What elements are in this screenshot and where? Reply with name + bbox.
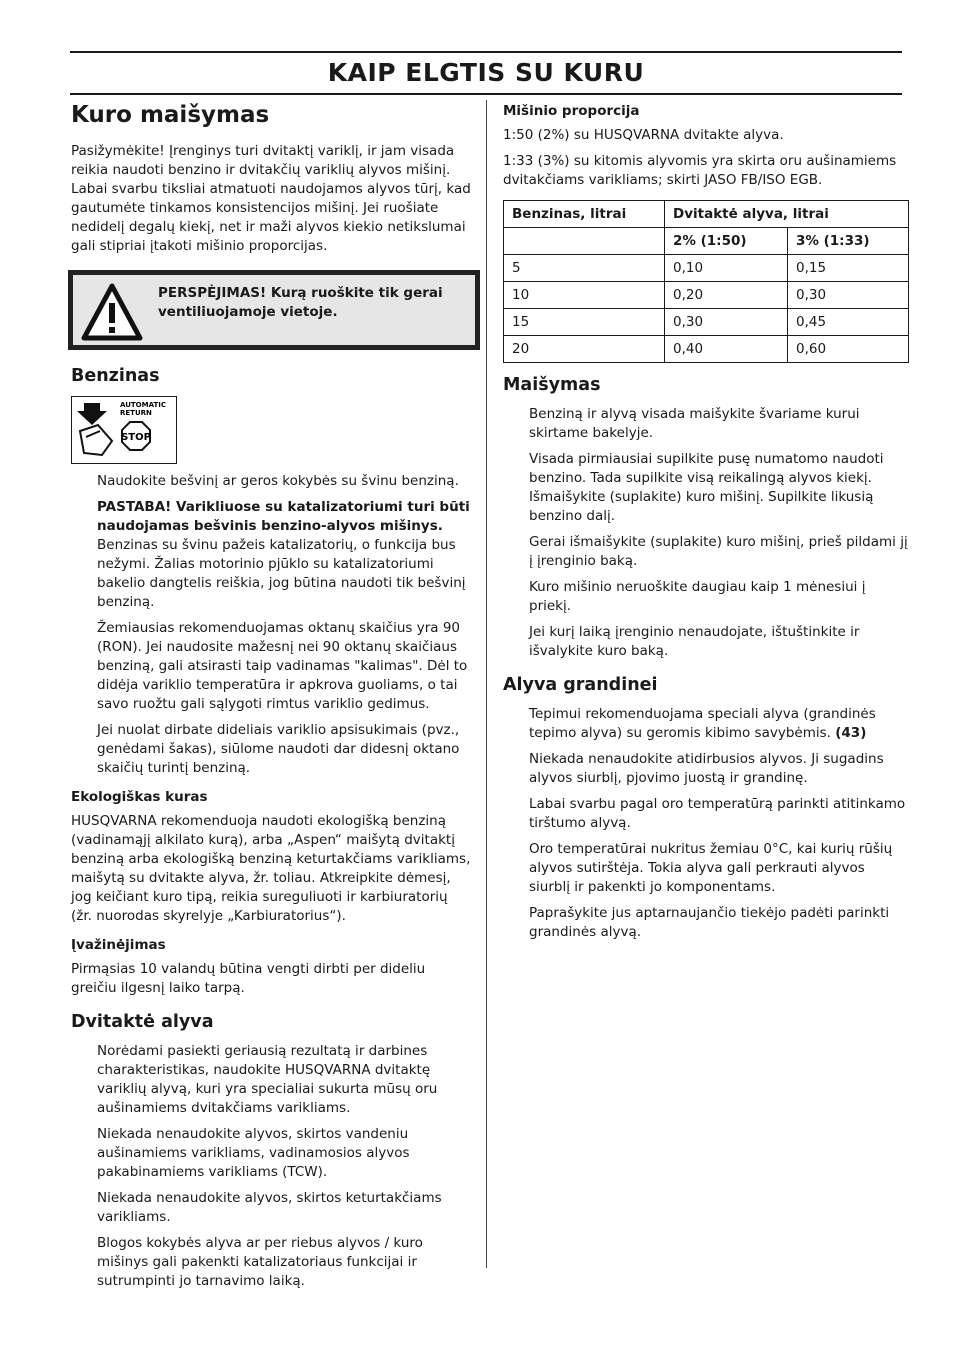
maisymas-p2: Visada pirmiausiai supilkite pusę numatomo naudoti benzino. Tada supilkite visą reikalingą alyvos kiekį. Išmaišykite (suplakite) kuro mišinį. Supilkite likusią benzino dalį. [529,451,884,524]
section-heading-dvitakte-alyva: Dvitaktė alyva [71,1012,214,1032]
warning-box [68,270,480,350]
dvitakte-p4: Blogos kokybės alyva ar per riebus alyvos / kuro mišinys gali pakenkti katalizatoriaus funkcijai ir sutrumpinti jo tarnavimo laiką. [97,1235,423,1289]
maisymas-p5: Jei kurį laiką įrenginio nenaudojate, ištuštinkite ir išvalykite kuro baką. [529,624,860,659]
subheading-misinio-proporcija: Mišinio proporcija [503,103,640,119]
down-arrow-icon [77,403,107,425]
mix-p1: 1:50 (2%) su HUSQVARNA dvitakte alyva. [503,127,784,143]
subheading-ivazinejimas: Įvažinėjimas [71,937,166,953]
table-header-row [504,201,909,228]
dvitakte-p1: Norėdami pasiekti geriausią rezultatą ir darbines charakteristikas, naudokite HUSQVARNA dvitaktę variklių alyvą, kuri yra specialiai sukurta mūsų oru aušinamiems dvitakčiams varikliams. [97,1043,438,1116]
table-cell: 0,15 [788,255,909,282]
section-heading-alyva-grandinei: Alyva grandinei [503,675,658,695]
section-heading-maisymas: Maišymas [503,375,601,395]
page-title: KAIP ELGTIS SU KURU [327,58,645,87]
grandinei-p2: Niekada nenaudokite atidirbusios alyvos. Ji sugadins alyvos siurblį, pjovimo juostą ir grandinę. [529,751,884,786]
ivaz-text: Pirmąsias 10 valandų būtina vengti dirbti per dideliu greičiu ilgesnį laiko tarpą. [71,961,426,996]
right-column [503,102,908,949]
stop-sign-icon [121,422,151,450]
figure-reference: (43) [835,725,867,741]
benzinas-p1: Naudokite bešvinį ar geros kokybės su švinu benziną. [97,473,459,489]
table-row [504,255,909,282]
table-cell: 20 [504,336,665,363]
table-cell: 5 [504,255,665,282]
grandinei-p1 [529,705,908,743]
column-divider [486,100,487,1268]
pictogram-label-stop: STOP [121,432,151,443]
table-header-empty [504,228,665,255]
note-rest: Benzinas su švinu pažeis katalizatorių, o funkcija bus nežymi. Žalias motorinio pjūklo su katalizatoriumi bakelio dangtelis reiškia, jog būtina naudoti tik bešvinį benziną. [97,537,466,610]
mix-p2: 1:33 (3%) su kitomis alyvomis yra skirta oru aušinamiems dvitakčiams varikliams; skirti JASO FB/ISO EGB. [503,153,897,188]
maisymas-p1: Benziną ir alyvą visada maišykite švariame kurui skirtame bakelyje. [529,406,860,441]
table-cell: 0,30 [665,309,788,336]
grandinei-p4: Oro temperatūrai nukritus žemiau 0°C, kai kurių rūšių alyvos sutirštėja. Tokia alyva gali perkrauti alyvos siurblį ir pakenkti jo komponentams. [529,841,893,895]
table-row [504,282,909,309]
section-heading-kuro-maisymas: Kuro maišymas [71,102,270,128]
note-bold: PASTABA! Varikliuose su katalizatoriumi turi būti naudojamas bešvinis benzino-alyvos mišinys. [97,499,470,534]
dvitakte-p3: Niekada nenaudokite alyvos, skirtos keturtakčiams varikliams. [97,1190,442,1225]
benzinas-p3: Jei nuolat dirbate dideliais variklio apsisukimais (pvz., genėdami šakas), siūlome naudoti dar didesnį oktano skaičių turintį benziną. [97,722,460,776]
subheading-ekologiskas-kuras: Ekologiškas kuras [71,789,208,805]
section-heading-benzinas: Benzinas [71,366,160,386]
warning-text: PERSPĖJIMAS! Kurą ruoškite tik gerai ventiliuojamoje vietoje. [158,285,443,320]
table-header-2pct: 2% (1:50) [665,228,788,255]
grandinei-p1-text: Tepimui rekomenduojama speciali alyva (grandinės tepimo alyva) su geromis kibimo savybėmis. [529,706,876,741]
grandinei-p5: Paprašykite jus aptarnaujančio tiekėjo padėti parinkti grandinės alyvą. [529,905,890,940]
table-header-alyva: Dvitaktė alyva, litrai [665,201,909,228]
benzinas-p2: Žemiausias rekomenduojamas oktanų skaičius yra 90 (RON). Jei naudosite mažesnį nei 90 oktanų skaičiaus benziną, gali atsirasti taip vadinamas "kalimas". Dėl to didėja variklio temperatūra ir apkrova guoliams, o tai savo ruožtu gali sąlygoti rimtus variklio gedimus. [97,620,468,712]
intro-paragraph: Pasižymėkite! Įrenginys turi dvitaktį variklį, ir jam visada reikia naudoti benzino ir dvitakčių variklių alyvos mišinį. Labai svarbu tiksliai atmatuoti naudojamos alyvos tūrį, kad gautumėte tinkamos konsistencijos mišinį. Jei ruošiate nedidelį degalų kiekį, net ir maži alyvos kiekio netikslumai gali stipriai įtakoti mišinio proporcijas. [71,143,471,254]
dvitakte-p2: Niekada nenaudokite alyvos, skirtos vandeniu aušinamiems varikliams, vadinamosios alyvos pakabinamiems varikliams (TCW). [97,1126,410,1180]
fuel-can-icon [80,425,112,455]
table-subheader-row [504,228,909,255]
maisymas-p3: Gerai išmaišykite (suplakite) kuro mišinį, prieš pildami jį į įrenginio baką. [529,534,908,569]
left-column [71,100,471,1298]
fuel-pictogram [71,396,177,464]
table-cell: 0,45 [788,309,909,336]
table-cell: 0,20 [665,282,788,309]
table-cell: 0,40 [665,336,788,363]
eko-text: HUSQVARNA rekomenduoja naudoti ekologišką benziną (vadinamąjį alkilato kurą), arba „Aspen“ maišytą dvitaktį benziną arba ekologišką benziną keturtakčiams varikliams, maišytą su dvitakte alyva, žr. toliau. Atkreipkite dėmesį, jog keičiant kuro tipą, reikia sureguliuoti ir karbiuratorių (žr. nuorodas skyrelyje „Karbiuratorius“). [71,813,471,924]
pictogram-label-automatic: AUTOMATIC [120,401,166,409]
table-header-3pct: 3% (1:33) [788,228,909,255]
warning-triangle-icon [81,283,143,341]
table-cell: 0,30 [788,282,909,309]
table-cell: 15 [504,309,665,336]
pictogram-label-return: RETURN [120,409,152,417]
page-title-band [70,51,902,95]
table-row [504,336,909,363]
table-cell: 0,10 [665,255,788,282]
table-row [504,309,909,336]
table-cell: 10 [504,282,665,309]
table-cell: 0,60 [788,336,909,363]
table-header-benzinas: Benzinas, litrai [504,201,665,228]
grandinei-p3: Labai svarbu pagal oro temperatūrą parinkti atitinkamo tirštumo alyvą. [529,796,906,831]
benzinas-note [97,498,471,612]
mix-ratio-table [503,200,909,363]
maisymas-p4: Kuro mišinio neruoškite daugiau kaip 1 mėnesiui į priekį. [529,579,866,614]
